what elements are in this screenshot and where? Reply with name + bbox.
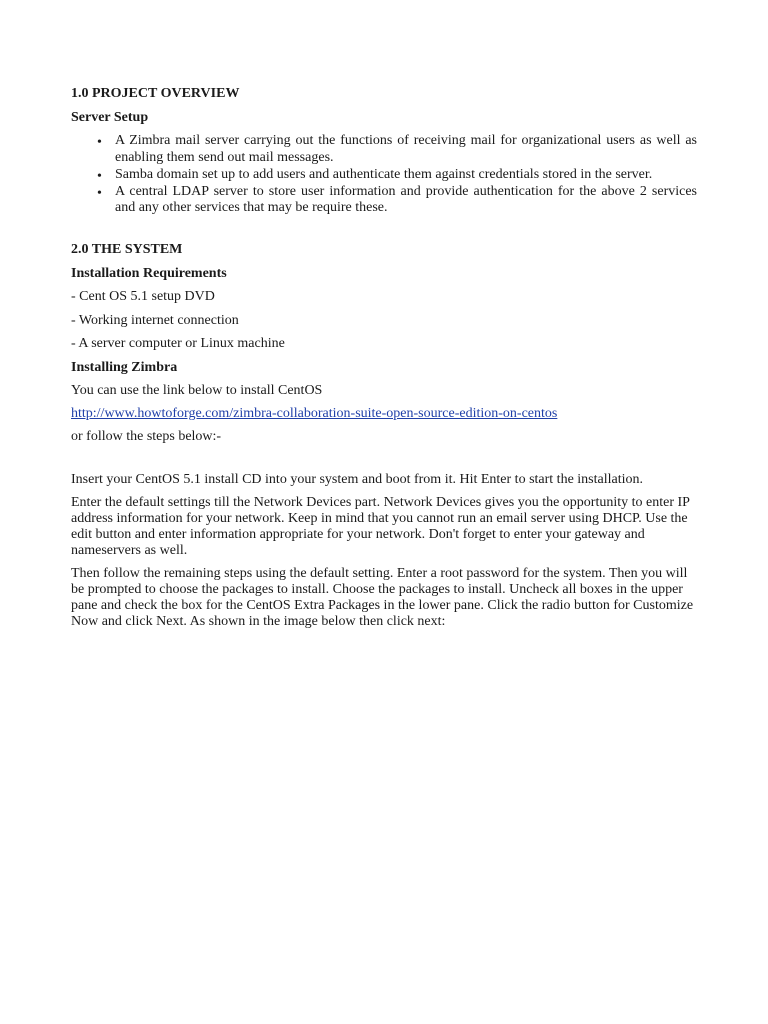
requirement-item: - Working internet connection — [71, 312, 239, 328]
bullet-icon: • — [97, 168, 102, 184]
server-setup-list — [71, 133, 697, 217]
list-item-text: A central LDAP server to store user information and provide authentication for the above 2 services and any other services that may be require these. — [115, 183, 697, 215]
link-intro-text: You can use the link below to install CentOS — [71, 382, 323, 398]
bullet-icon: • — [97, 135, 102, 150]
installing-zimbra-title: Installing Zimbra — [71, 359, 178, 375]
howtoforge-link[interactable]: http://www.howtoforge.com/zimbra-collaboration-suite-open-source-edition-on-centos — [71, 405, 558, 421]
step-paragraph: Insert your CentOS 5.1 install CD into your system and boot from it. Hit Enter to start the installation. — [71, 471, 643, 487]
requirement-item: - Cent OS 5.1 setup DVD — [71, 289, 215, 304]
list-item — [97, 166, 697, 184]
server-setup-subtitle: Server Setup — [71, 110, 149, 125]
list-item — [97, 183, 697, 217]
bullet-icon: • — [97, 185, 102, 201]
list-item-text: A Zimbra mail server carrying out the functions of receiving mail for organizational users as well as enabling them send out mail messages. — [115, 133, 697, 165]
step-paragraph: Then follow the remaining steps using the default setting. Enter a root password for the system. Then you will be prompted to choose the packages to install. Choose the packages to install. Uncheck all boxes in the upper pane and check the box for the CentOS Extra Packages in the lower pane. Click the radio button for Customize Now and click Next. As shown in the image below then click next: — [71, 565, 694, 629]
steps-spacer — [71, 452, 697, 472]
requirement-item: - A server computer or Linux machine — [71, 336, 285, 351]
section-spacer — [71, 217, 697, 242]
follow-steps-text: or follow the steps below:- — [71, 428, 222, 444]
installation-requirements-title: Installation Requirements — [71, 266, 227, 281]
section-2-title: 2.0 THE SYSTEM — [71, 242, 183, 257]
list-item-text: Samba domain set up to add users and authenticate them against credentials stored in the server. — [115, 166, 653, 182]
section-1-title: 1.0 PROJECT OVERVIEW — [71, 86, 240, 101]
step-paragraph: Enter the default settings till the Network Devices part. Network Devices gives you the opportunity to enter IP address information for your network. Keep in mind that you cannot run an email server using DHCP. Use the edit button and enter information appropriate for your network. Don't forget to enter your gateway and nameservers as well. — [71, 494, 690, 558]
list-item — [97, 133, 697, 166]
